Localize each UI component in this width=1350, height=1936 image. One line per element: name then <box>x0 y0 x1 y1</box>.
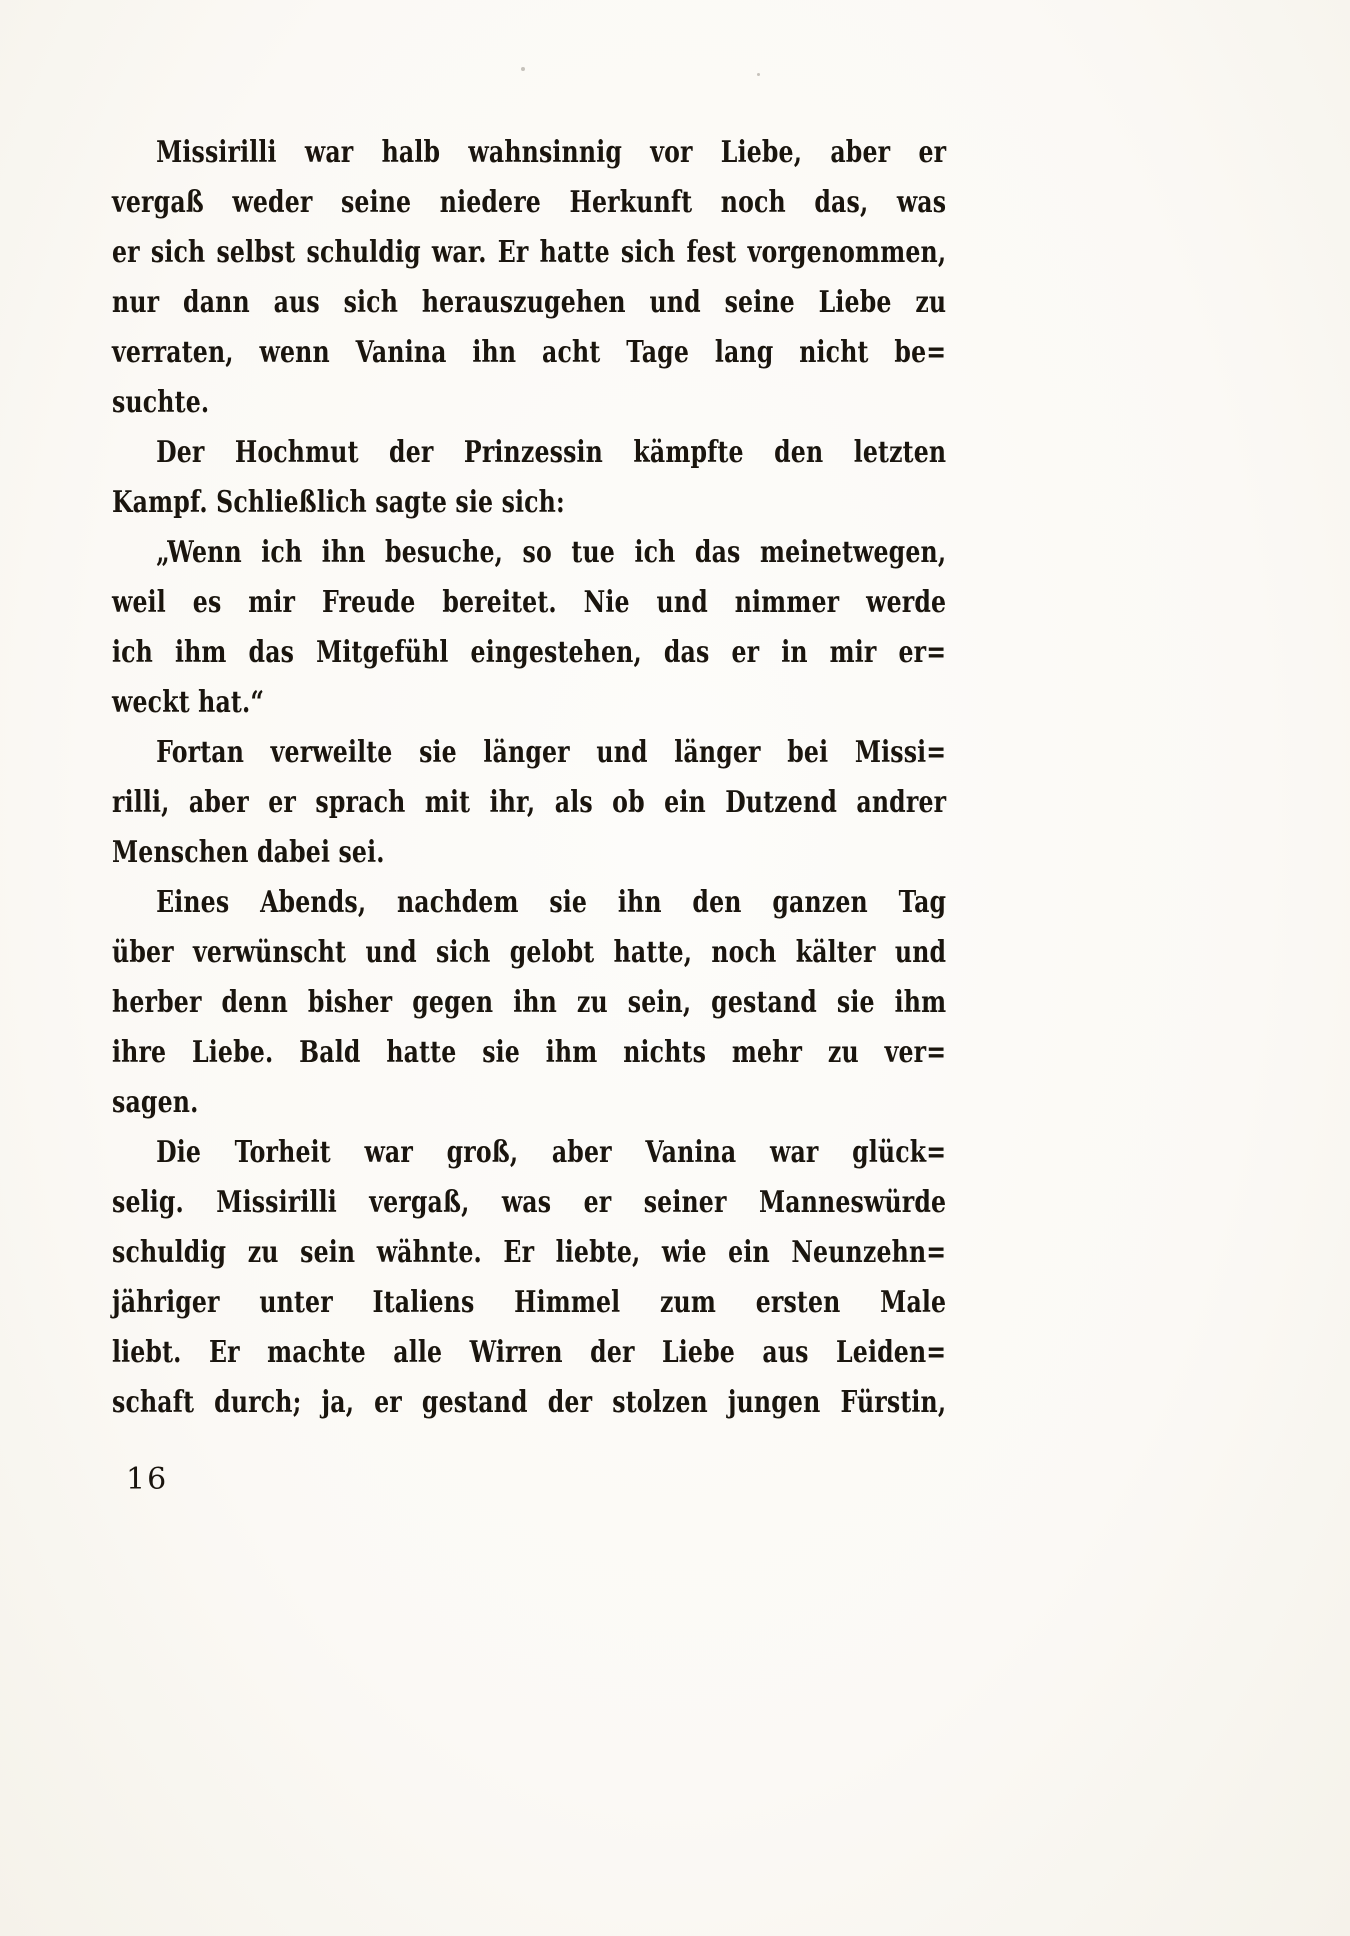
text-line: Missirilli war halb wahnsinnig vor Liebe, aber er <box>156 135 947 170</box>
text-line: suchte. <box>112 385 210 420</box>
text-line: herber denn bisher gegen ihn zu sein, gestand sie ihm <box>112 985 947 1020</box>
text-line: Eines Abends, nachdem sie ihn den ganzen Tag <box>156 885 947 920</box>
paragraph <box>112 1128 946 1428</box>
paragraph <box>112 728 946 878</box>
text-line: ihre Liebe. Bald hatte sie ihm nichts mehr zu ver= <box>112 1035 947 1070</box>
page-number: 16 <box>126 1462 169 1497</box>
scan-artifact-dot <box>757 73 760 76</box>
text-line: nur dann aus sich herauszugehen und seine Liebe zu <box>112 285 947 320</box>
text-line: über verwünscht und sich gelobt hatte, noch kälter und <box>112 935 947 970</box>
text-line: Menschen dabei sei. <box>112 835 385 870</box>
scan-artifact-dot <box>521 67 525 71</box>
text-line: „Wenn ich ihn besuche, so tue ich das meinetwegen, <box>156 535 947 570</box>
text-line: weckt hat.“ <box>112 685 265 720</box>
text-line: verraten, wenn Vanina ihn acht Tage lang nicht be= <box>112 335 947 370</box>
text-line: Kampf. Schließlich sagte sie sich: <box>112 485 565 520</box>
paragraph <box>112 428 946 528</box>
text-line: Die Torheit war groß, aber Vanina war glück= <box>156 1135 947 1170</box>
text-line: liebt. Er machte alle Wirren der Liebe aus Leiden= <box>112 1335 947 1370</box>
text-line: schuldig zu sein wähnte. Er liebte, wie ein Neunzehn= <box>112 1235 947 1270</box>
text-line: er sich selbst schuldig war. Er hatte sich fest vorgenommen, <box>112 235 947 270</box>
text-line: selig. Missirilli vergaß, was er seiner Manneswürde <box>112 1185 947 1220</box>
text-line: sagen. <box>112 1085 199 1120</box>
text-line: rilli, aber er sprach mit ihr, als ob ein Dutzend andrer <box>112 785 947 820</box>
text-line: jähriger unter Italiens Himmel zum ersten Male <box>112 1285 947 1320</box>
paragraph <box>112 128 946 428</box>
text-line: vergaß weder seine niedere Herkunft noch das, was <box>112 185 947 220</box>
paragraph <box>112 528 946 728</box>
text-line: ich ihm das Mitgefühl eingestehen, das er in mir er= <box>112 635 947 670</box>
text-line: weil es mir Freude bereitet. Nie und nimmer werde <box>112 585 947 620</box>
paragraph <box>112 878 946 1128</box>
text-block <box>112 128 946 1428</box>
text-line: Der Hochmut der Prinzessin kämpfte den letzten <box>156 435 947 470</box>
text-line: Fortan verweilte sie länger und länger bei Missi= <box>156 735 947 770</box>
text-line: schaft durch; ja, er gestand der stolzen jungen Fürstin, <box>112 1385 947 1420</box>
